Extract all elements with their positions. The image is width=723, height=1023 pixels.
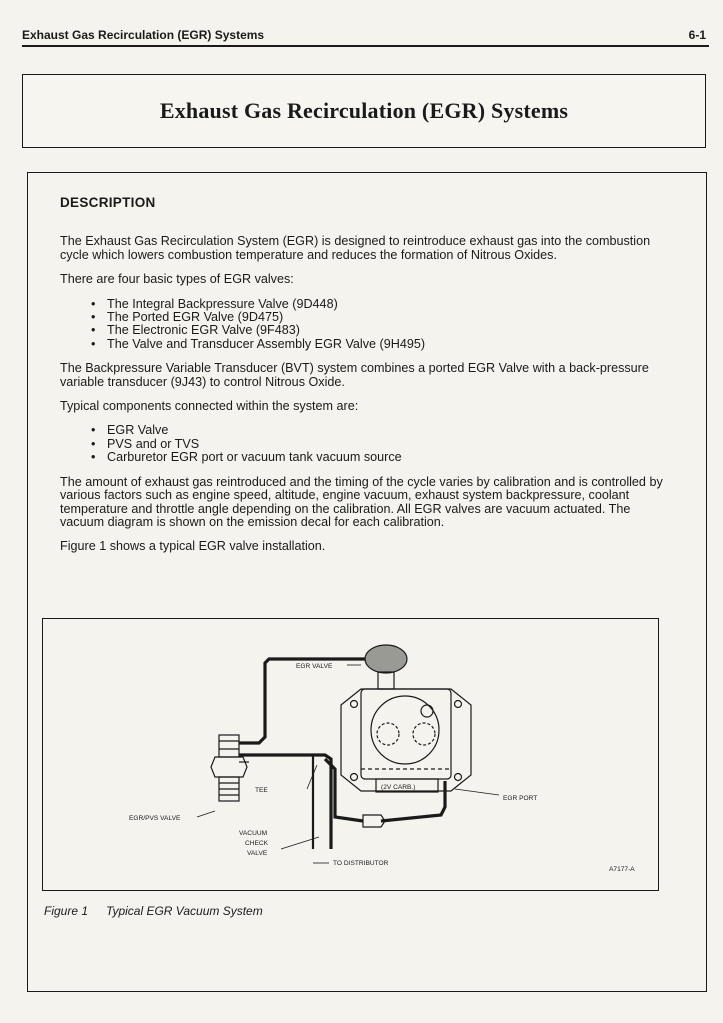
venturi [377, 723, 399, 745]
egr-valve-label: EGR VALVE [296, 663, 333, 670]
choke-housing [421, 705, 433, 717]
content [60, 196, 665, 565]
mounting-hole [351, 701, 358, 708]
section-heading: DESCRIPTION [60, 195, 156, 210]
egr-pvs-valve-label: EGR/PVS VALVE [129, 815, 181, 822]
check-label: CHECK [245, 840, 269, 847]
figure-number: Figure 1 [44, 904, 89, 918]
list-item: • PVS and or TVS [107, 438, 665, 451]
list-item: • The Integral Backpressure Valve (9D448) [107, 298, 665, 311]
list-item: • EGR Valve [107, 424, 665, 437]
egr-port-label: EGR PORT [503, 795, 538, 802]
egr-vacuum-diagram [43, 619, 660, 892]
running-title: Exhaust Gas Recirculation (EGR) Systems [22, 28, 265, 42]
list-item: • The Valve and Transducer Assembly EGR Valve (9H495) [107, 338, 665, 351]
mounting-hole [455, 701, 462, 708]
carb-label: (2V CARB.) [381, 784, 416, 791]
components-lead: Typical components connected within the system are: [60, 399, 359, 414]
egr-valve-stem [378, 672, 394, 689]
intro-paragraph: The Exhaust Gas Recirculation System (EGR) is designed to reintroduce exhaust gas into the combustion cycle which lowers combustion temperature and reduces the formation of Nitrous Oxides. [60, 234, 651, 262]
figure-box [42, 618, 659, 891]
vacuum-label: VACUUM [239, 830, 268, 837]
pvs-valve-cap [219, 735, 239, 757]
figure-caption-text: Typical EGR Vacuum System [106, 904, 263, 918]
list-item: • The Ported EGR Valve (9D475) [107, 311, 665, 324]
figure-code-label: A7177-A [609, 866, 635, 873]
figure-caption [44, 904, 263, 918]
components-list [60, 424, 665, 464]
page-number: 6-1 [688, 28, 706, 42]
air-horn [371, 696, 439, 764]
pvs-valve-hex [211, 757, 247, 777]
to-distributor-label: TO DISTRIBUTOR [333, 860, 389, 867]
tee-label: TEE [255, 787, 268, 794]
header-rule [22, 45, 709, 47]
mounting-hole [351, 774, 358, 781]
valve-label: VALVE [247, 850, 268, 857]
bvt-paragraph: The Backpressure Variable Transducer (BVT) system combines a ported EGR Valve with a back-pressure variable transducer (9J43) to control Nitrous Oxide. [60, 361, 649, 389]
figure-reference: Figure 1 shows a typical EGR valve installation. [60, 539, 326, 554]
valve-types-lead: There are four basic types of EGR valves: [60, 272, 294, 287]
carb-body [361, 689, 451, 779]
venturi [413, 723, 435, 745]
mounting-hole [455, 774, 462, 781]
list-item: • Carburetor EGR port or vacuum tank vacuum source [107, 451, 665, 464]
valve-types-list [60, 298, 665, 352]
page-title: Exhaust Gas Recirculation (EGR) Systems [159, 98, 569, 123]
egr-valve-diaphragm [365, 645, 407, 673]
list-item: • The Electronic EGR Valve (9F483) [107, 324, 665, 337]
title-box [22, 74, 706, 148]
calibration-paragraph: The amount of exhaust gas reintroduced and the timing of the cycle varies by calibration and is controlled by various factors such as engine speed, altitude, engine vacuum, exhaust system backpressure, coolant temperature and throttle angle depending on the calibration. All EGR valves are vacuum actuated. The vacuum diagram is shown on the emission decal for each calibration. [60, 474, 663, 529]
